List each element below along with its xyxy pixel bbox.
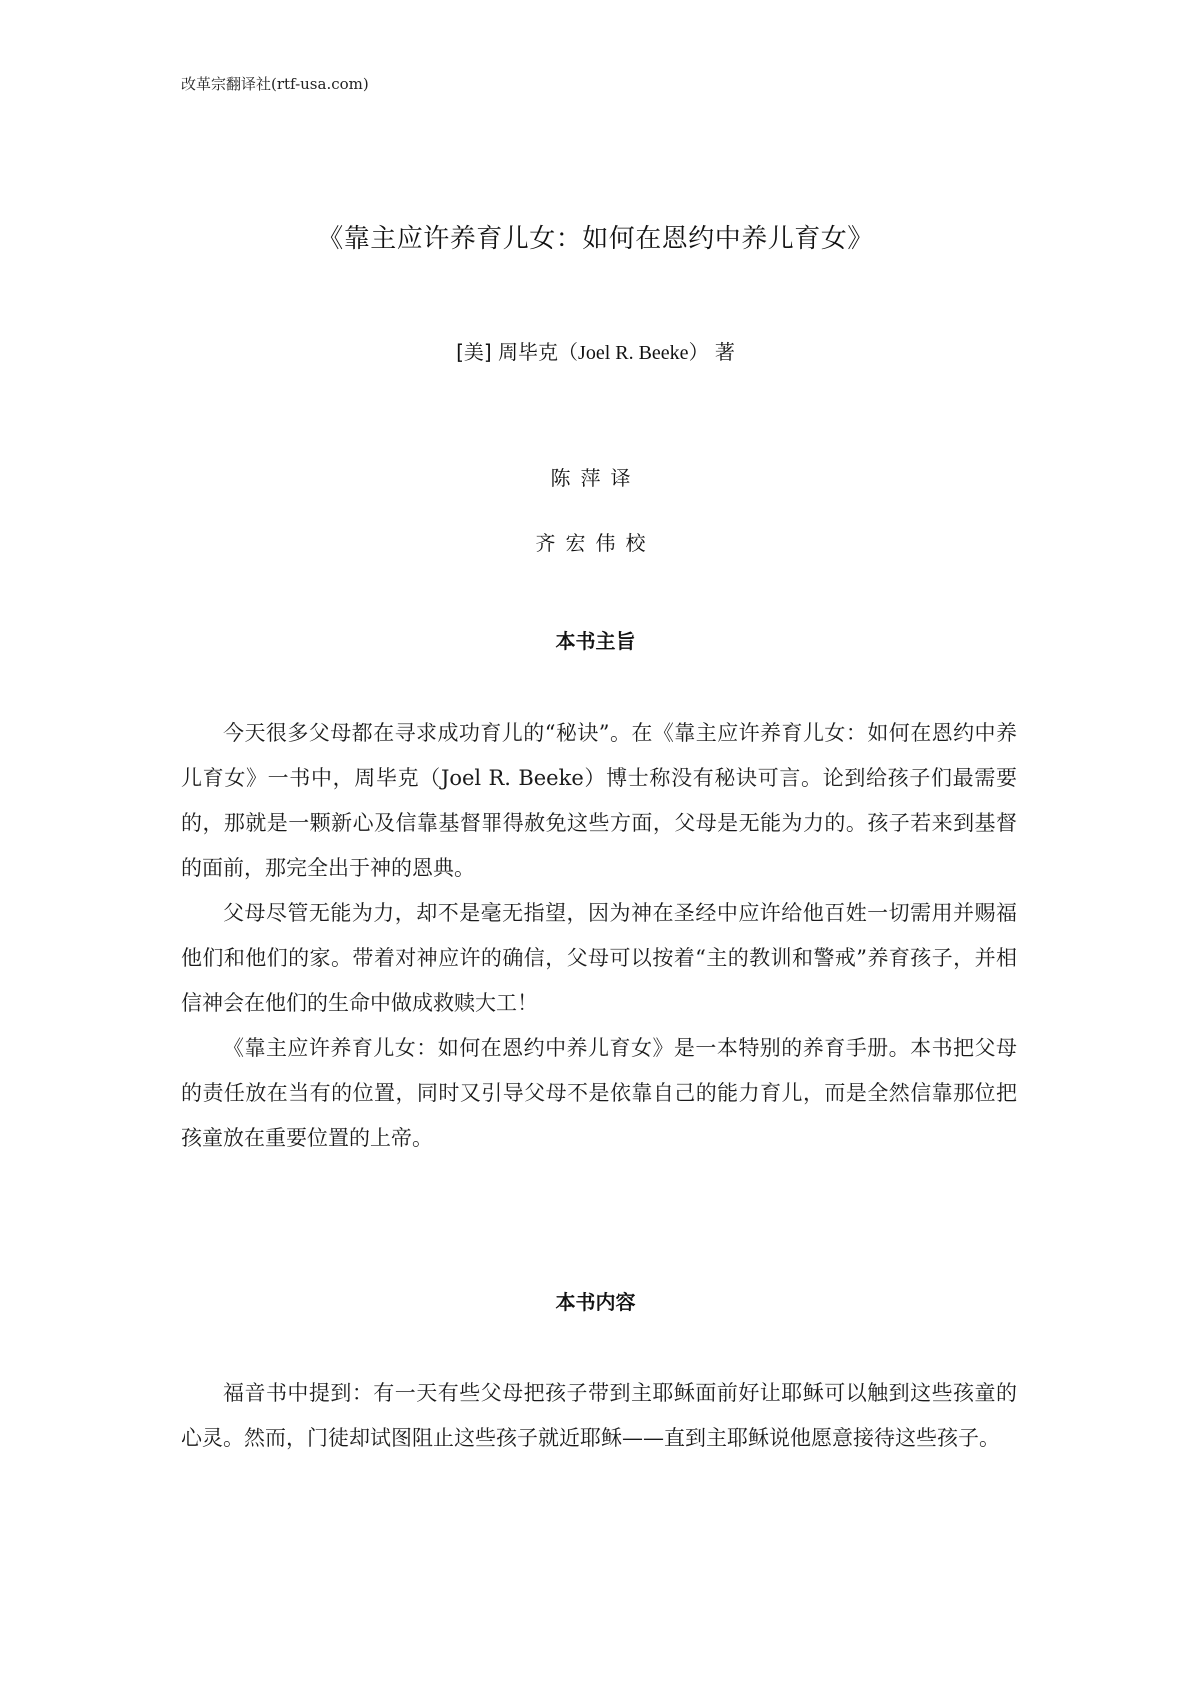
paragraph: 今天很多父母都在寻求成功育儿的“秘诀”。在《靠主应许养育儿女：如何在恩约中养儿育女》一书中，周毕克（Joel R. Beeke）博士称没有秘诀可言。论到给孩子们最需要的，那就是一颗新心及信靠基督罪得赦免这些方面，父母是无能为力的。孩子若来到基督的面前，那完全出于神的恩典。: [181, 721, 1017, 880]
translator-credit: 陈萍译: [550, 466, 641, 490]
paragraph: 《靠主应许养育儿女：如何在恩约中养儿育女》是一本特别的养育手册。本书把父母的责任放在当有的位置，同时又引导父母不是依靠自己的能力育儿，而是全然信靠那位把孩童放在重要位置的上帝。: [181, 1036, 1017, 1150]
book-title: 《靠主应许养育儿女：如何在恩约中养儿育女》: [317, 224, 874, 254]
author-prefix: [美] 周毕克（: [456, 340, 579, 364]
paragraph: 福音书中提到：有一天有些父母把孩子带到主耶稣面前好让耶稣可以触到这些孩童的心灵。然而，门徒却试图阻止这些孩子就近耶稣——直到主耶稣说他愿意接待这些孩子。: [181, 1381, 1017, 1450]
section-heading-purpose: 本书主旨: [555, 629, 636, 653]
author-latin-name: Joel R. Beeke: [578, 342, 689, 364]
author-suffix: ） 著: [688, 340, 735, 364]
section-heading-contents: 本书内容: [555, 1290, 636, 1314]
source-note: 改革宗翻译社(rtf-usa.com): [181, 75, 369, 93]
section-body-purpose: [181, 711, 1017, 1161]
paragraph: 父母尽管无能为力，却不是毫无指望，因为神在圣经中应许给他百姓一切需用并赐福他们和他们的家。带着对神应许的确信，父母可以按着“主的教训和警戒”养育孩子，并相信神会在他们的生命中做成救赎大工！: [181, 901, 1017, 1015]
section-body-contents: [181, 1371, 1017, 1461]
proofreader-credit: 齐宏伟校: [535, 531, 656, 555]
author-line: [0, 336, 1191, 365]
